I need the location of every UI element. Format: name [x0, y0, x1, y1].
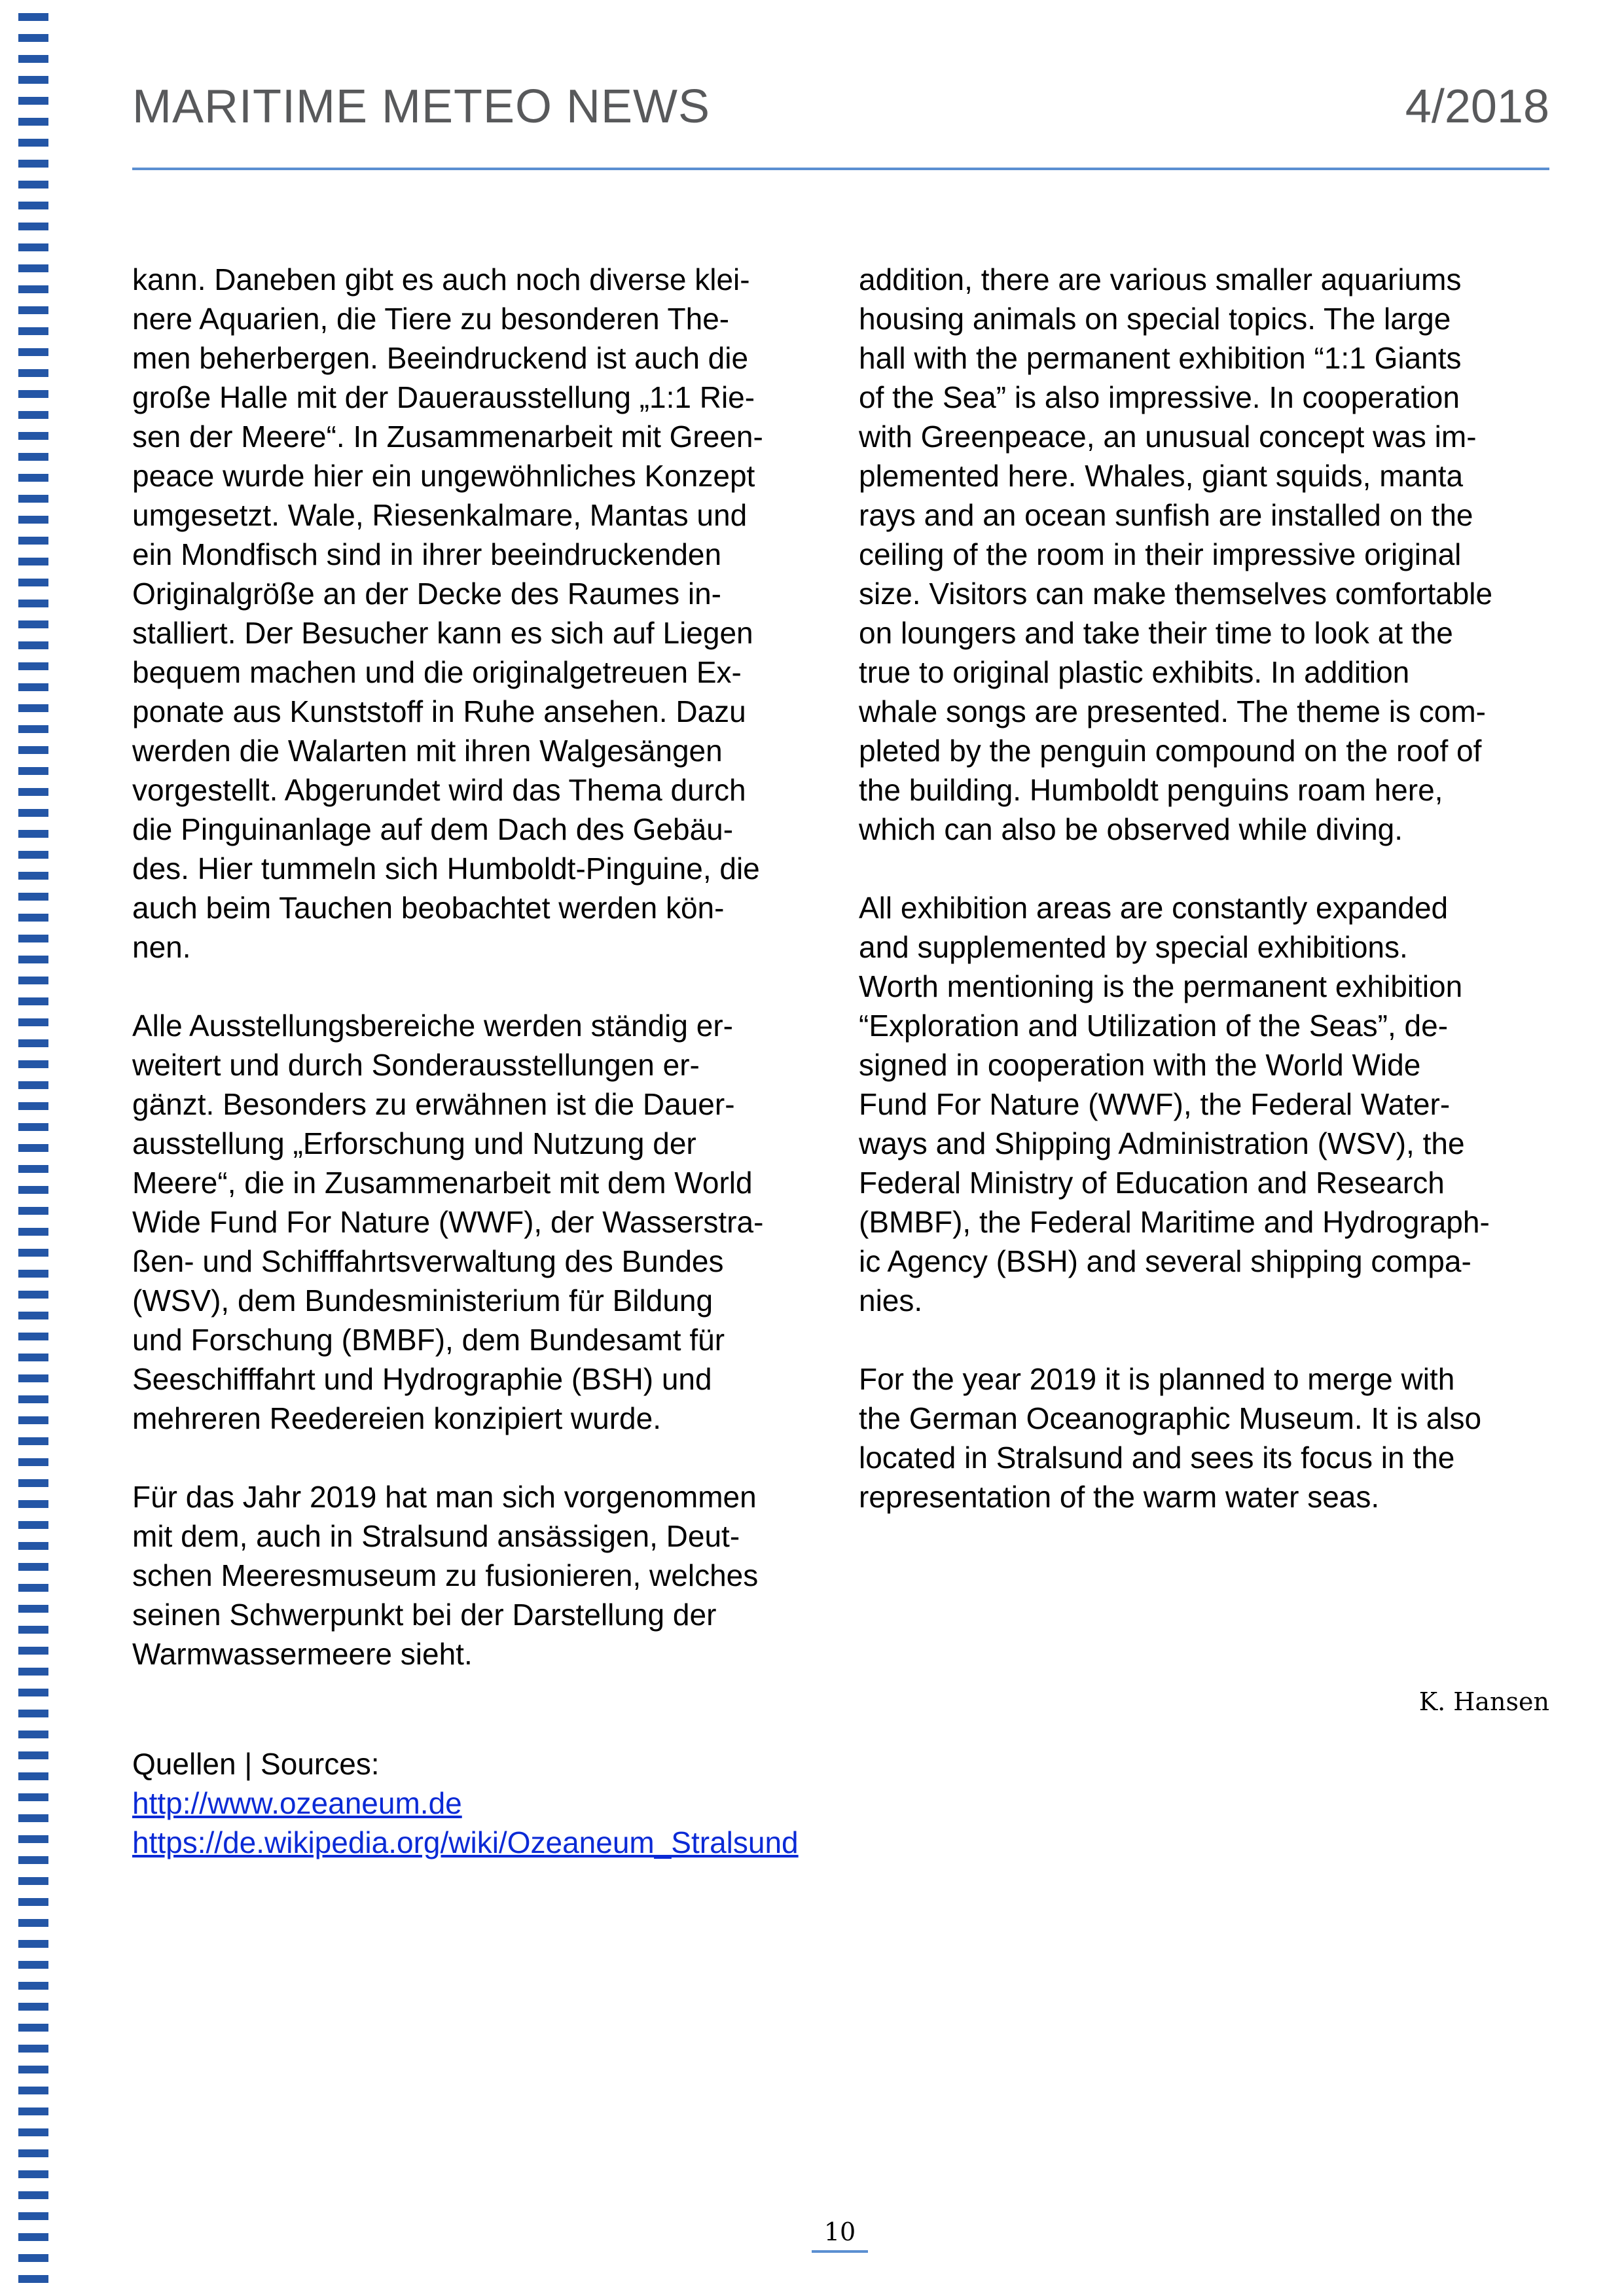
source-link-wikipedia[interactable]: https://de.wikipedia.org/wiki/Ozeaneum_Stralsund: [132, 1825, 799, 1859]
newsletter-title: MARITIME METEO NEWS: [132, 81, 710, 133]
decorative-stripe-bar: [18, 0, 48, 2296]
header-divider: [132, 168, 1549, 170]
source-link-ozeaneum[interactable]: http://www.ozeaneum.de: [132, 1786, 462, 1820]
sources-label: Quellen | Sources:: [132, 1747, 380, 1781]
german-paragraph-1: kann. Daneben gibt es auch noch diverse klei- nere Aquarien, die Tiere zu besonderen The- men beherbergen. Beeindruckend ist auch die große Halle mit der Dauerausstellung „1:1 Rie- sen der Meere“. In Zusammenarbeit mit Green- peace wurde hier ein ungewöhnliches Konzept umgesetzt. Wale, Riesenkalmare, Mantas und ein Mondfisch sind in ihrer beeindruckenden Originalgröße an der Decke des Raumes in- stalliert. Der Besucher kann es sich auf Liegen bequem machen und die originalgetreuen Ex- ponate aus Kunststoff in Ruhe ansehen. Dazu werden die Walarten mit ihren Walgesängen vorgestellt. Abgerundet wird das Thema durch die Pinguinanlage auf dem Dach des Gebäu- des. Hier tummeln sich Humboldt-Pinguine, die auch beim Tauchen beobachtet werden kön- nen.: [132, 262, 763, 964]
sources-section: [132, 1744, 799, 1862]
german-paragraph-3: Für das Jahr 2019 hat man sich vorgenommen mit dem, auch in Stralsund ansässigen, Deut- schen Meeresmuseum zu fusionieren, welches seinen Schwerpunkt bei der Darstellung der Warmwassermeere sieht.: [132, 1480, 759, 1671]
english-paragraph-2: All exhibition areas are constantly expanded and supplemented by special exhibitions. Worth mentioning is the permanent exhibition “Exploration and Utilization of the Seas”, de- signed in cooperation with the World Wide Fund For Nature (WWF), the Federal Water- ways and Shipping Administration (WSV), the Federal Ministry of Education and Research (BMBF), the Federal Maritime and Hydrograph- ic Agency (BSH) and several shipping compa- nies.: [859, 891, 1490, 1318]
author-signature: K. Hansen: [1418, 1687, 1549, 1716]
english-text-column: [859, 260, 1572, 1556]
german-paragraph-2: Alle Ausstellungsbereiche werden ständig er- weitert und durch Sonderausstellungen er- gänzt. Besonders zu erwähnen ist die Dauer- ausstellung „Erforschung und Nutzung der Meere“, die in Zusammenarbeit mit dem World Wide Fund For Nature (WWF), der Wasserstra- ßen- und Schifffahrtsverwaltung des Bundes (WSV), dem Bundesministerium für Bildung und Forschung (BMBF), dem Bundesamt für Seeschifffahrt und Hydrographie (BSH) und mehreren Reedereien konzipiert wurde.: [132, 1009, 764, 1435]
issue-number: 4/2018: [1405, 81, 1549, 133]
english-paragraph-1: addition, there are various smaller aquariums housing animals on special topics. The large hall with the permanent exhibition “1:1 Giants of the Sea” is also impressive. In cooperation with Greenpeace, an unusual concept was im- plemented here. Whales, giant squids, manta rays and an ocean sunfish are installed on the ceiling of the room in their impressive original size. Visitors can make themselves comfortable on loungers and take their time to look at the true to original plastic exhibits. In addition whale songs are presented. The theme is com- pleted by the penguin compound on the roof of the building. Humboldt penguins roam here, which can also be observed while diving.: [859, 262, 1493, 846]
german-text-column: [132, 260, 833, 1713]
page-number: 10: [812, 2214, 868, 2253]
english-paragraph-3: For the year 2019 it is planned to merge with the German Oceanographic Museum. It is also located in Stralsund and sees its focus in the representation of the warm water seas.: [859, 1362, 1482, 1514]
